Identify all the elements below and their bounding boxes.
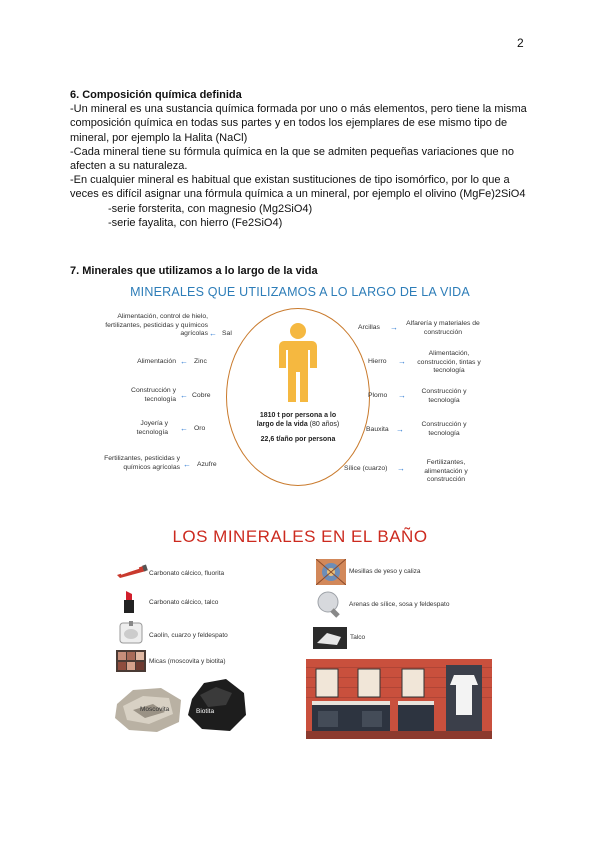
arrow-left-icon: ← — [209, 329, 217, 338]
center-line-1: 1810 t por persona a lo — [259, 412, 337, 419]
tiles-label: Mesillas de yeso y caliza — [349, 568, 421, 575]
lipstick-icon — [122, 590, 136, 614]
use-label: Fertilizantes, pesticidas y químicos agrícolas — [104, 455, 180, 471]
center-line-3: 22,6 t/año por persona — [260, 436, 336, 443]
use-label: Construcción y tecnología — [421, 388, 467, 404]
arrow-right-icon: → — [398, 391, 406, 400]
paragraph: -Cada mineral tiene su fórmula química en la que se admiten pequeñas variaciones que no afecten a su naturaleza. — [70, 145, 514, 173]
use-label: Construcción y tecnología — [421, 421, 467, 437]
section-6-heading: 6. Composición química definida — [70, 89, 242, 101]
mineral-label: Sílice (cuarzo) — [344, 465, 388, 472]
lipstick-label: Carbonato cálcico, talco — [149, 599, 219, 606]
biotita-label: Biotita — [196, 708, 215, 715]
center-text — [240, 411, 356, 444]
page-number: 2 — [517, 36, 524, 50]
toothpaste-label: Carbonato cálcico, fluorita — [149, 570, 225, 577]
series-item: -serie forsterita, con magnesio (Mg2SiO4) — [108, 202, 313, 215]
eyeshadow-icon — [116, 650, 146, 672]
infographic-title: MINERALES QUE UTILIZAMOS A LO LARGO DE LA VIDA — [130, 285, 470, 299]
mineral-label: Sal — [222, 330, 232, 337]
light-bulb-icon — [316, 590, 344, 620]
arrow-right-icon: → — [396, 425, 404, 434]
mineral-label: Zinc — [194, 358, 207, 365]
sink-icon — [117, 620, 145, 646]
paragraph: -Un mineral es una sustancia química formada por uno o más elementos, pero tiene la misma composición química en todas sus partes y en todos los ejemplares de ese mismo tipo de mineral, por ejemplo la Halita (NaCl) — [70, 103, 527, 144]
biotita-rock-icon — [186, 677, 248, 735]
series-item: -serie fayalita, con hierro (Fe2SiO4) — [108, 216, 283, 229]
arrow-right-icon: → — [390, 323, 398, 332]
arrow-left-icon: ← — [180, 357, 188, 366]
sink-label: Caolín, cuarzo y feldespato — [149, 632, 228, 639]
mineral-label: Oro — [194, 425, 206, 432]
paragraph: -En cualquier mineral es habitual que existan sustituciones de tipo isomórfico, por lo que a veces es difícil asignar una fórmula química a un mineral, por ejemplo el olivino (MgFe)2SiO4 — [70, 174, 526, 201]
mineral-label: Hierro — [368, 358, 387, 365]
bathroom-illustration — [306, 659, 492, 739]
use-label: Alimentación, control de hielo, fertilizantes, pesticidas y químicos agrícolas — [105, 313, 208, 337]
person-icon — [272, 322, 324, 404]
section-6 — [70, 88, 540, 230]
arrow-right-icon: → — [397, 464, 405, 473]
tiles-icon — [316, 559, 346, 585]
arrow-left-icon: ← — [183, 460, 191, 469]
eyeshadow-label: Micas (moscovita y biotita) — [149, 658, 226, 665]
bulb-label: Arenas de sílice, sosa y feldespato — [349, 601, 450, 608]
talc-icon — [313, 627, 347, 649]
mineral-label: Arcillas — [358, 324, 380, 331]
mineral-label: Plomo — [368, 392, 388, 399]
mineral-label: Azufre — [197, 461, 217, 468]
use-label: Alfarería y materiales de construcción — [406, 320, 480, 336]
mineral-label: Cobre — [192, 392, 211, 399]
arrow-right-icon: → — [398, 357, 406, 366]
mineral-label: Bauxita — [366, 426, 389, 433]
toothpaste-icon — [115, 563, 149, 579]
section-7-heading: 7. Minerales que utilizamos a lo largo de la vida — [70, 265, 318, 277]
use-label: Construcción y tecnología — [131, 387, 176, 403]
talc-label: Talco — [350, 634, 366, 641]
center-line-2: largo de la vida (80 años) — [256, 421, 340, 428]
use-label: Alimentación — [137, 358, 176, 365]
bath-title: LOS MINERALES EN EL BAÑO — [172, 527, 428, 546]
moscovita-label: Moscovita — [140, 706, 170, 713]
arrow-left-icon: ← — [180, 424, 188, 433]
arrow-left-icon: ← — [180, 391, 188, 400]
use-label: Alimentación, construcción, tintas y tecnología — [417, 350, 481, 374]
use-label: Joyería y tecnología — [136, 420, 168, 436]
use-label: Fertilizantes, alimentación y construcción — [424, 459, 468, 483]
